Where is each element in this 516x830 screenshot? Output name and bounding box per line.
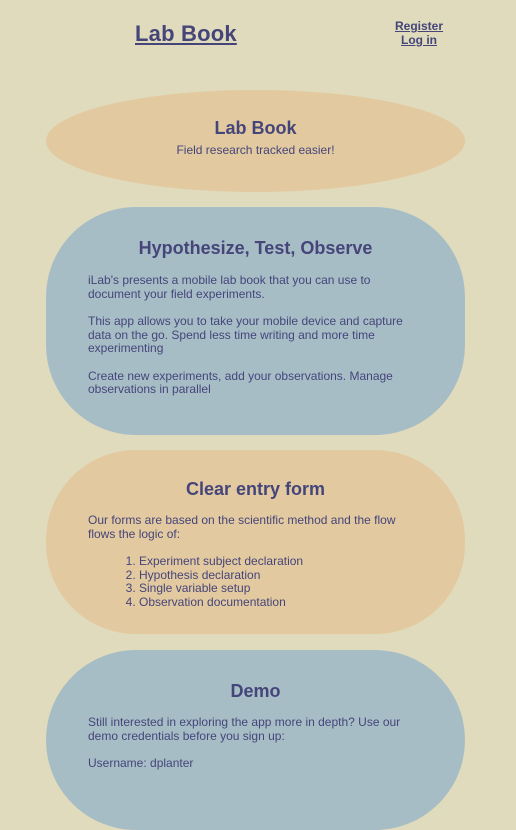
register-link[interactable]: Register [394, 19, 444, 33]
top-header [0, 0, 516, 80]
entry-form-steps [88, 555, 423, 609]
demo-body [88, 716, 423, 785]
brand-logo-link[interactable]: Lab Book [135, 21, 237, 46]
list-item: 1. Experiment subject declaration [139, 555, 423, 569]
entry-form-card [46, 450, 465, 634]
auth-links [388, 19, 450, 47]
demo-username: Username: dplanter [88, 756, 194, 770]
hypothesize-card [46, 207, 465, 435]
hypothesize-body [88, 274, 423, 411]
hypothesize-paragraph: Create new experiments, add your observations. Manage observations in parallel [88, 368, 393, 396]
hero-subtitle: Field research tracked easier! [176, 143, 335, 157]
demo-card [46, 650, 465, 830]
login-link[interactable]: Log in [401, 33, 437, 47]
list-item: 4. Observation documentation [139, 596, 423, 610]
demo-intro: Still interested in exploring the app more in depth? Use our demo credentials before you sign up: [88, 715, 401, 743]
entry-form-body [88, 514, 423, 609]
hero-title: Lab Book [214, 118, 297, 138]
entry-form-intro: Our forms are based on the scientific method and the flow flows the logic of: [88, 513, 396, 541]
hypothesize-title: Hypothesize, Test, Observe [138, 238, 373, 258]
hero-card [46, 90, 465, 192]
entry-form-title: Clear entry form [185, 479, 326, 499]
hypothesize-paragraph: iLab's presents a mobile lab book that you can use to document your field experiments. [88, 273, 371, 301]
list-item: 3. Single variable setup [139, 582, 423, 596]
hypothesize-paragraph: This app allows you to take your mobile device and capture data on the go. Spend less time writing and more time experimenting [88, 314, 403, 355]
list-item: 2. Hypothesis declaration [139, 569, 423, 583]
demo-title: Demo [230, 681, 281, 701]
